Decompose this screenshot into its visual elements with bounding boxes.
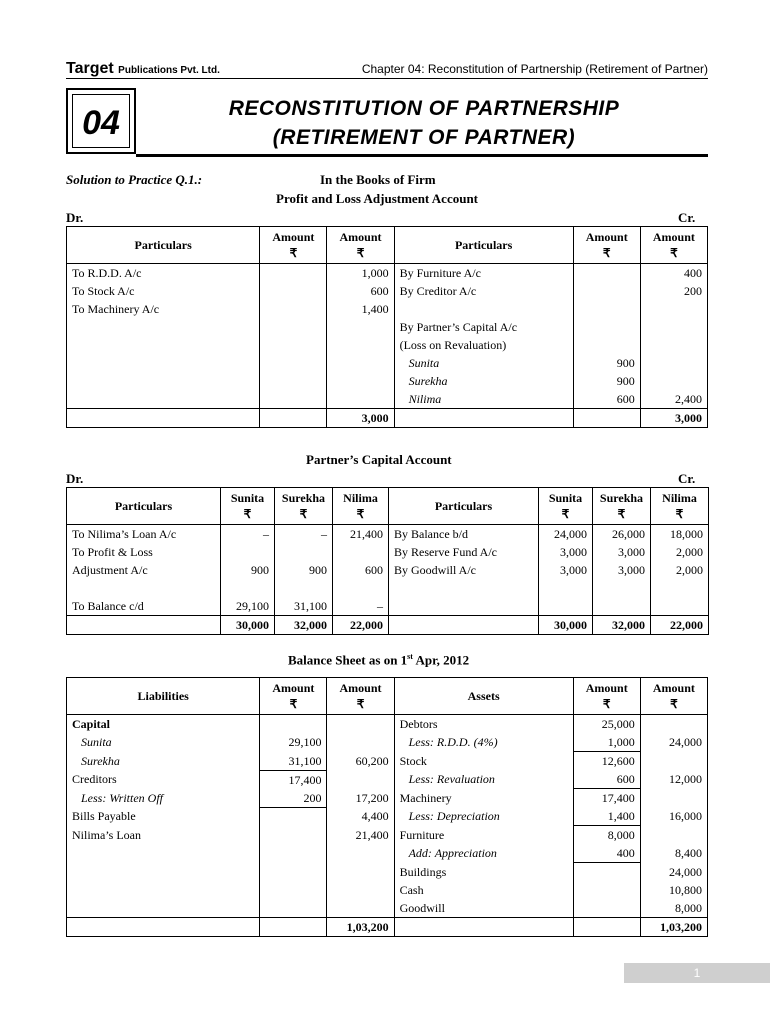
table-cell: [327, 844, 394, 863]
header-divider: [66, 78, 708, 79]
table-cell: [260, 409, 327, 428]
chapter-title-line2: (RETIREMENT OF PARTNER): [272, 126, 576, 149]
table-cell: [260, 282, 327, 300]
table-row: [67, 807, 708, 826]
table-cell: [67, 409, 260, 428]
capital-account-title: Partner’s Capital Account: [306, 452, 452, 467]
balance-sheet-table: [66, 677, 708, 937]
table-cell: Bills Payable: [67, 807, 260, 826]
table-cell: 21,400: [327, 826, 394, 845]
table-cell: [67, 390, 260, 409]
total-cell: 22,000: [333, 616, 389, 635]
table-cell: 1,000: [327, 264, 394, 283]
table-row: [67, 826, 708, 845]
table-cell: Nilima: [394, 390, 573, 409]
col-liabilities: Liabilities: [67, 678, 260, 715]
table-cell: To Profit & Loss: [67, 543, 221, 561]
table-cell: [573, 409, 640, 428]
total-cell: 32,000: [593, 616, 651, 635]
table-cell: Buildings: [394, 863, 573, 882]
table-cell: [573, 918, 640, 937]
table-cell: 600: [573, 390, 640, 409]
table-cell: [640, 318, 707, 336]
table-cell: 1,000: [573, 733, 640, 752]
total-cell: 3,000: [640, 409, 707, 428]
table-cell: Less: R.D.D. (4%): [394, 733, 573, 752]
table-cell: [573, 282, 640, 300]
table-cell: Sunita: [67, 733, 260, 752]
table-cell: [260, 354, 327, 372]
table-row: [67, 752, 708, 771]
table-cell: By Furniture A/c: [394, 264, 573, 283]
table-cell: [67, 881, 260, 899]
table-cell: [640, 300, 707, 318]
col-nilima-cr: Nilima ₹: [651, 488, 709, 525]
table-cell: [327, 318, 394, 336]
table-cell: Creditors: [67, 770, 260, 789]
table-cell: [260, 863, 327, 882]
table-cell: By Reserve Fund A/c: [389, 543, 539, 561]
col-assets: Assets: [394, 678, 573, 715]
table-cell: Adjustment A/c: [67, 561, 221, 579]
table-cell: Machinery: [394, 789, 573, 808]
page-header: [66, 60, 708, 78]
table-cell: [327, 770, 394, 789]
col-amount-4: Amount ₹: [640, 678, 707, 715]
table-cell: 2,000: [651, 561, 709, 579]
table-cell: [573, 318, 640, 336]
table-cell: Less: Written Off: [67, 789, 260, 808]
table-cell: Surekha: [394, 372, 573, 390]
table-cell: [573, 899, 640, 918]
table-cell: 8,000: [640, 899, 707, 918]
table-cell: [640, 336, 707, 354]
table-cell: [640, 354, 707, 372]
table-cell: [260, 318, 327, 336]
table-cell: 400: [640, 264, 707, 283]
pl-dr-label: Dr.: [66, 210, 84, 225]
cap-dr-label: Dr.: [66, 471, 84, 486]
totals-row: [67, 409, 708, 428]
table-cell: Sunita: [394, 354, 573, 372]
table-cell: 3,000: [593, 561, 651, 579]
col-particulars-dr: Particulars: [67, 488, 221, 525]
table-cell: [327, 733, 394, 752]
table-cell: [394, 300, 573, 318]
col-amount-2: Amount ₹: [327, 678, 394, 715]
table-cell: –: [221, 525, 275, 544]
table-header-row: [67, 488, 709, 525]
table-cell: [327, 863, 394, 882]
solution-label: Solution to Practice Q.1.:: [66, 172, 203, 187]
table-row: [67, 715, 708, 734]
table-row: [67, 372, 708, 390]
table-cell: 900: [573, 372, 640, 390]
col-amount-2: Amount ₹: [327, 227, 394, 264]
table-cell: [260, 899, 327, 918]
table-row: [67, 579, 709, 597]
table-cell: 8,400: [640, 844, 707, 863]
total-cell: 22,000: [651, 616, 709, 635]
table-row: [67, 561, 709, 579]
page-number: 1: [624, 963, 770, 983]
cap-cr-label: Cr.: [678, 471, 696, 486]
table-cell: [260, 336, 327, 354]
table-cell: [260, 844, 327, 863]
brand-logo: Target Publications Pvt. Ltd.: [66, 60, 220, 77]
col-surekha-dr: Surekha ₹: [275, 488, 333, 525]
table-cell: [593, 579, 651, 597]
table-cell: 200: [260, 789, 327, 808]
table-cell: 10,800: [640, 881, 707, 899]
table-cell: [260, 264, 327, 283]
table-cell: [593, 597, 651, 616]
table-cell: 24,000: [640, 733, 707, 752]
table-cell: [260, 715, 327, 734]
table-cell: [573, 863, 640, 882]
totals-row: [67, 616, 709, 635]
table-cell: [389, 616, 539, 635]
table-cell: 2,000: [651, 543, 709, 561]
table-cell: [539, 579, 593, 597]
table-cell: 21,400: [333, 525, 389, 544]
table-cell: [651, 597, 709, 616]
col-nilima-dr: Nilima ₹: [333, 488, 389, 525]
table-row: [67, 282, 708, 300]
table-cell: To Balance c/d: [67, 597, 221, 616]
pl-account-title: Profit and Loss Adjustment Account: [276, 191, 479, 206]
table-cell: Debtors: [394, 715, 573, 734]
table-cell: By Partner’s Capital A/c: [394, 318, 573, 336]
table-cell: [327, 390, 394, 409]
table-cell: 29,100: [221, 597, 275, 616]
table-cell: To Stock A/c: [67, 282, 260, 300]
table-cell: [573, 300, 640, 318]
table-cell: 900: [573, 354, 640, 372]
table-cell: 400: [573, 844, 640, 863]
table-cell: Surekha: [67, 752, 260, 771]
table-cell: [640, 715, 707, 734]
title-divider: [136, 154, 708, 157]
table-row: [67, 770, 708, 789]
table-cell: [67, 899, 260, 918]
table-cell: –: [275, 525, 333, 544]
table-row: [67, 733, 708, 752]
table-cell: [67, 918, 260, 937]
table-cell: By Creditor A/c: [394, 282, 573, 300]
table-cell: [67, 579, 221, 597]
col-particulars-dr: Particulars: [67, 227, 260, 264]
table-cell: [221, 579, 275, 597]
table-cell: [651, 579, 709, 597]
table-cell: [67, 616, 221, 635]
table-cell: Capital: [67, 715, 260, 734]
table-header-row: [67, 678, 708, 715]
table-cell: To Machinery A/c: [67, 300, 260, 318]
table-row: [67, 300, 708, 318]
table-row: [67, 318, 708, 336]
table-cell: [260, 826, 327, 845]
table-cell: Less: Revaluation: [394, 770, 573, 789]
table-cell: Stock: [394, 752, 573, 771]
table-row: [67, 899, 708, 918]
table-cell: [539, 597, 593, 616]
table-cell: Add: Appreciation: [394, 844, 573, 863]
table-cell: 200: [640, 282, 707, 300]
table-cell: 17,200: [327, 789, 394, 808]
total-cell: 3,000: [327, 409, 394, 428]
table-cell: [389, 597, 539, 616]
table-cell: 600: [573, 770, 640, 789]
table-cell: [67, 318, 260, 336]
capital-account-table: [66, 487, 709, 635]
col-sunita-cr: Sunita ₹: [539, 488, 593, 525]
table-cell: 600: [327, 282, 394, 300]
table-cell: 1,400: [573, 807, 640, 826]
col-amount-1: Amount ₹: [260, 678, 327, 715]
table-cell: [260, 881, 327, 899]
table-cell: [67, 372, 260, 390]
total-cell: 30,000: [221, 616, 275, 635]
table-cell: 600: [333, 561, 389, 579]
books-label: In the Books of Firm: [320, 172, 436, 187]
table-cell: [67, 863, 260, 882]
total-cell: 30,000: [539, 616, 593, 635]
table-cell: [394, 918, 573, 937]
table-cell: [327, 354, 394, 372]
table-cell: 24,000: [539, 525, 593, 544]
table-cell: Cash: [394, 881, 573, 899]
table-cell: [327, 372, 394, 390]
table-cell: [327, 336, 394, 354]
table-cell: By Goodwill A/c: [389, 561, 539, 579]
table-cell: [640, 826, 707, 845]
table-cell: [333, 579, 389, 597]
table-cell: 3,000: [539, 543, 593, 561]
table-row: [67, 354, 708, 372]
pl-adjustment-table: [66, 226, 708, 428]
table-row: [67, 863, 708, 882]
table-row: [67, 789, 708, 808]
table-cell: [327, 881, 394, 899]
col-sunita-dr: Sunita ₹: [221, 488, 275, 525]
table-cell: Furniture: [394, 826, 573, 845]
table-cell: 4,400: [327, 807, 394, 826]
table-cell: [260, 372, 327, 390]
pl-cr-label: Cr.: [678, 210, 696, 225]
table-cell: [389, 579, 539, 597]
table-cell: [275, 579, 333, 597]
table-cell: 3,000: [593, 543, 651, 561]
table-cell: [327, 899, 394, 918]
table-cell: (Loss on Revaluation): [394, 336, 573, 354]
chapter-number-box: [66, 88, 136, 154]
table-cell: [67, 354, 260, 372]
col-amount-1: Amount ₹: [260, 227, 327, 264]
table-cell: 26,000: [593, 525, 651, 544]
table-cell: 17,400: [260, 770, 327, 789]
table-cell: 16,000: [640, 807, 707, 826]
table-cell: 12,000: [640, 770, 707, 789]
table-cell: –: [333, 597, 389, 616]
table-cell: To R.D.D. A/c: [67, 264, 260, 283]
table-cell: To Nilima’s Loan A/c: [67, 525, 221, 544]
table-cell: [67, 844, 260, 863]
col-particulars-cr: Particulars: [394, 227, 573, 264]
table-cell: 18,000: [651, 525, 709, 544]
table-cell: [260, 807, 327, 826]
table-cell: [260, 300, 327, 318]
table-cell: 25,000: [573, 715, 640, 734]
table-cell: [640, 789, 707, 808]
table-row: [67, 525, 709, 544]
table-cell: [67, 336, 260, 354]
table-cell: 900: [275, 561, 333, 579]
chapter-header-title: Chapter 04: Reconstitution of Partnership (Retirement of Partner): [361, 62, 708, 76]
table-cell: [394, 409, 573, 428]
chapter-title-line1: RECONSTITUTION OF PARTNERSHIP: [228, 97, 620, 120]
table-cell: 900: [221, 561, 275, 579]
table-cell: 60,200: [327, 752, 394, 771]
table-cell: [573, 264, 640, 283]
table-cell: [640, 752, 707, 771]
col-amount-4: Amount ₹: [640, 227, 707, 264]
col-amount-3: Amount ₹: [573, 678, 640, 715]
table-cell: 2,400: [640, 390, 707, 409]
table-row: [67, 390, 708, 409]
table-cell: [333, 543, 389, 561]
table-cell: By Balance b/d: [389, 525, 539, 544]
balance-sheet-title: Balance Sheet as on 1st Apr, 2012: [288, 652, 470, 668]
table-cell: 31,100: [275, 597, 333, 616]
table-row: [67, 264, 708, 283]
table-header-row: [67, 227, 708, 264]
table-cell: [260, 390, 327, 409]
table-cell: [275, 543, 333, 561]
total-cell: 32,000: [275, 616, 333, 635]
table-cell: [327, 715, 394, 734]
table-cell: Less: Depreciation: [394, 807, 573, 826]
table-row: [67, 543, 709, 561]
table-cell: Goodwill: [394, 899, 573, 918]
table-cell: 8,000: [573, 826, 640, 845]
col-particulars-cr: Particulars: [389, 488, 539, 525]
table-cell: 29,100: [260, 733, 327, 752]
col-surekha-cr: Surekha ₹: [593, 488, 651, 525]
table-cell: [260, 918, 327, 937]
table-cell: [573, 336, 640, 354]
total-cell: 1,03,200: [640, 918, 707, 937]
table-row: [67, 844, 708, 863]
table-cell: 24,000: [640, 863, 707, 882]
table-cell: 1,400: [327, 300, 394, 318]
chapter-number: 04: [72, 94, 130, 148]
table-cell: 31,100: [260, 752, 327, 771]
total-cell: 1,03,200: [327, 918, 394, 937]
table-cell: [573, 881, 640, 899]
table-row: [67, 597, 709, 616]
table-cell: 12,600: [573, 752, 640, 771]
table-cell: 17,400: [573, 789, 640, 808]
table-cell: [221, 543, 275, 561]
table-cell: 3,000: [539, 561, 593, 579]
table-cell: [640, 372, 707, 390]
table-row: [67, 336, 708, 354]
table-row: [67, 881, 708, 899]
totals-row: [67, 918, 708, 937]
col-amount-3: Amount ₹: [573, 227, 640, 264]
table-cell: Nilima’s Loan: [67, 826, 260, 845]
